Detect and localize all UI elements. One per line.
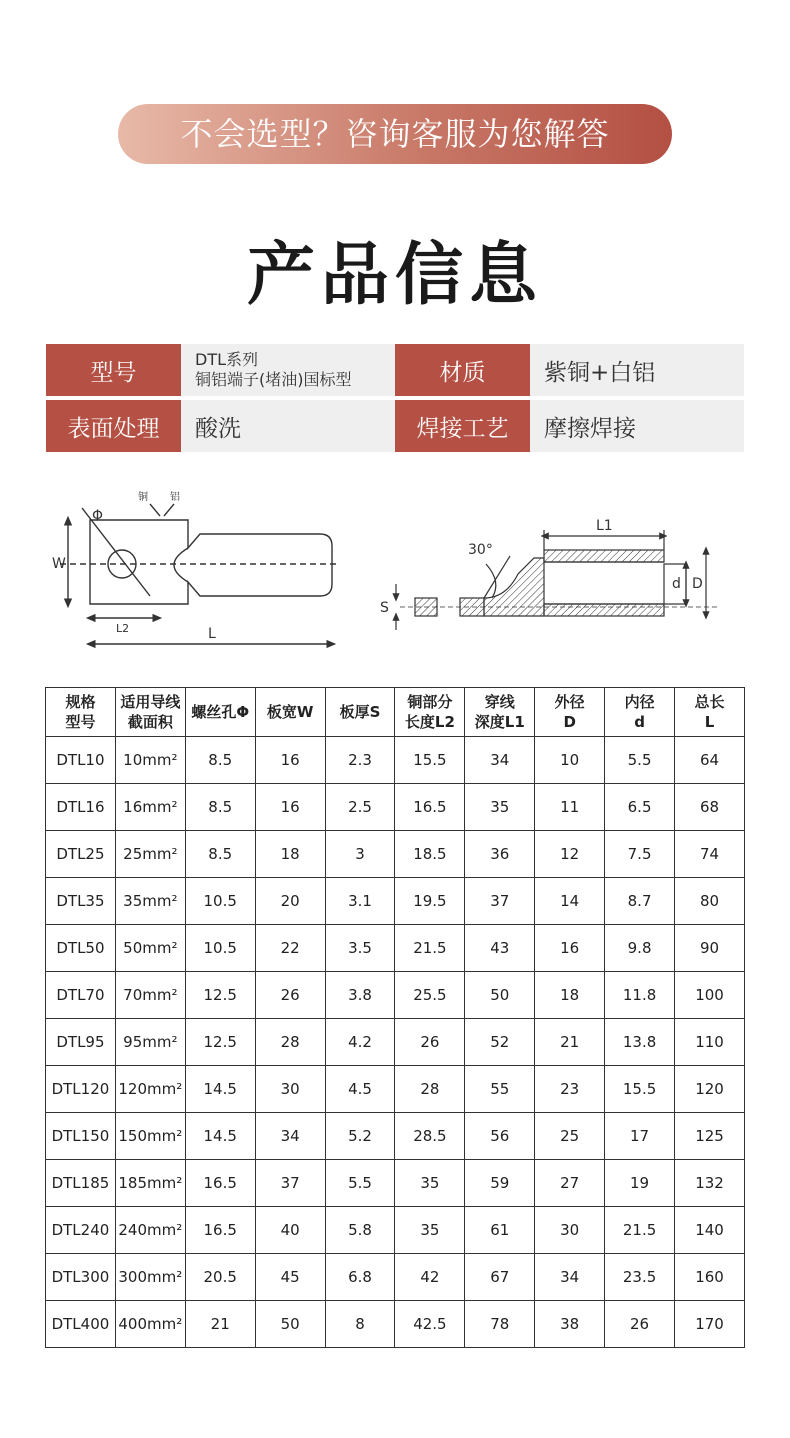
table-cell: DTL10 — [46, 737, 116, 784]
label-angle: 30° — [468, 542, 493, 558]
product-info-grid — [46, 344, 744, 456]
label-phi: Φ — [92, 508, 104, 524]
table-cell: 23 — [535, 1066, 605, 1113]
table-cell: 35 — [395, 1207, 465, 1254]
table-cell: 14.5 — [185, 1066, 255, 1113]
table-cell: 50mm² — [115, 925, 185, 972]
table-cell: 120mm² — [115, 1066, 185, 1113]
label-l: L — [208, 626, 216, 642]
table-cell: 36 — [465, 831, 535, 878]
table-cell: 240mm² — [115, 1207, 185, 1254]
table-cell: 300mm² — [115, 1254, 185, 1301]
table-cell: 80 — [675, 878, 745, 925]
table-cell: 150mm² — [115, 1113, 185, 1160]
table-cell: 13.8 — [605, 1019, 675, 1066]
table-cell: 25.5 — [395, 972, 465, 1019]
table-cell: 23.5 — [605, 1254, 675, 1301]
table-cell: 11.8 — [605, 972, 675, 1019]
info-row — [46, 344, 744, 396]
table-cell: DTL25 — [46, 831, 116, 878]
table-cell: 185mm² — [115, 1160, 185, 1207]
table-cell: 125 — [675, 1113, 745, 1160]
table-cell: 21.5 — [395, 925, 465, 972]
table-row — [46, 878, 745, 925]
table-cell: DTL400 — [46, 1301, 116, 1348]
table-cell: 5.8 — [325, 1207, 395, 1254]
table-cell: 26 — [395, 1019, 465, 1066]
page-title: 产品信息 — [246, 236, 543, 315]
table-cell: 3 — [325, 831, 395, 878]
table-cell: 28 — [395, 1066, 465, 1113]
spec-table-body — [46, 737, 745, 1348]
table-cell: 170 — [675, 1301, 745, 1348]
label-w: W — [52, 556, 66, 572]
table-cell: 2.3 — [325, 737, 395, 784]
table-cell: DTL120 — [46, 1066, 116, 1113]
table-cell: 16mm² — [115, 784, 185, 831]
table-cell: 6.8 — [325, 1254, 395, 1301]
table-cell: 56 — [465, 1113, 535, 1160]
table-cell: 74 — [675, 831, 745, 878]
spec-header-line: d — [634, 713, 645, 731]
table-cell: 27 — [535, 1160, 605, 1207]
label-d-inner: d — [672, 576, 681, 592]
table-cell: 28 — [255, 1019, 325, 1066]
label-l2: L2 — [116, 622, 130, 635]
table-cell: 5.5 — [325, 1160, 395, 1207]
info-label-material: 材质 — [395, 344, 530, 396]
table-cell: 16 — [255, 737, 325, 784]
table-cell: 3.8 — [325, 972, 395, 1019]
table-cell: DTL185 — [46, 1160, 116, 1207]
spec-header-cell — [255, 688, 325, 737]
table-cell: 35 — [395, 1160, 465, 1207]
label-d-outer: D — [692, 576, 703, 592]
label-l1: L1 — [596, 518, 613, 534]
table-cell: 34 — [535, 1254, 605, 1301]
info-label-surface: 表面处理 — [46, 400, 181, 452]
spec-header-line: L — [704, 713, 715, 731]
table-cell: 35 — [465, 784, 535, 831]
table-cell: 3.5 — [325, 925, 395, 972]
consult-banner[interactable]: 不会选型？咨询客服为您解答 — [118, 104, 672, 164]
table-cell: DTL150 — [46, 1113, 116, 1160]
info-value-model — [181, 344, 395, 396]
table-cell: 78 — [465, 1301, 535, 1348]
table-cell: 10.5 — [185, 878, 255, 925]
model-series: DTL系列 — [195, 350, 259, 369]
table-cell: 42 — [395, 1254, 465, 1301]
table-cell: 50 — [255, 1301, 325, 1348]
table-cell: 21.5 — [605, 1207, 675, 1254]
label-s: S — [380, 600, 389, 616]
table-cell: 110 — [675, 1019, 745, 1066]
table-cell: 15.5 — [605, 1066, 675, 1113]
table-cell: 67 — [465, 1254, 535, 1301]
table-cell: 11 — [535, 784, 605, 831]
spec-header-line: 螺丝孔Φ — [191, 703, 250, 721]
table-cell: DTL50 — [46, 925, 116, 972]
table-cell: 30 — [255, 1066, 325, 1113]
table-cell: 16.5 — [185, 1207, 255, 1254]
table-cell: 22 — [255, 925, 325, 972]
spec-header-line: 穿线 — [484, 693, 515, 711]
table-cell: DTL35 — [46, 878, 116, 925]
table-cell: 59 — [465, 1160, 535, 1207]
table-cell: 40 — [255, 1207, 325, 1254]
spec-header-line: D — [563, 713, 576, 731]
table-cell: 64 — [675, 737, 745, 784]
table-cell: 4.5 — [325, 1066, 395, 1113]
spec-header-cell — [115, 688, 185, 737]
table-cell: 5.5 — [605, 737, 675, 784]
table-cell: 34 — [255, 1113, 325, 1160]
info-label-welding: 焊接工艺 — [395, 400, 530, 452]
table-cell: 34 — [465, 737, 535, 784]
table-cell: 12.5 — [185, 1019, 255, 1066]
table-cell: 16 — [535, 925, 605, 972]
table-cell: 43 — [465, 925, 535, 972]
table-cell: 26 — [255, 972, 325, 1019]
table-cell: 18 — [255, 831, 325, 878]
table-cell: 52 — [465, 1019, 535, 1066]
spec-header-line: 板厚S — [339, 703, 381, 721]
spec-header-cell — [535, 688, 605, 737]
table-cell: 6.5 — [605, 784, 675, 831]
info-row — [46, 400, 744, 452]
table-cell: 160 — [675, 1254, 745, 1301]
table-cell: 19.5 — [395, 878, 465, 925]
table-row — [46, 1066, 745, 1113]
table-cell: 10.5 — [185, 925, 255, 972]
table-row — [46, 1113, 745, 1160]
table-cell: 12.5 — [185, 972, 255, 1019]
table-cell: 5.2 — [325, 1113, 395, 1160]
spec-header-cell — [325, 688, 395, 737]
table-cell: 68 — [675, 784, 745, 831]
table-cell: 17 — [605, 1113, 675, 1160]
spec-header-cell — [46, 688, 116, 737]
table-row — [46, 737, 745, 784]
spec-header-cell — [605, 688, 675, 737]
table-cell: 3.1 — [325, 878, 395, 925]
table-row — [46, 1019, 745, 1066]
table-row — [46, 972, 745, 1019]
table-cell: 61 — [465, 1207, 535, 1254]
spec-header-line: 截面积 — [127, 713, 173, 731]
spec-header-cell — [465, 688, 535, 737]
table-cell: 4.2 — [325, 1019, 395, 1066]
table-cell: 25mm² — [115, 831, 185, 878]
table-cell: 8.5 — [185, 831, 255, 878]
info-value-material: 紫铜+白铝 — [530, 344, 744, 396]
table-cell: 400mm² — [115, 1301, 185, 1348]
spec-header-line: 总长 — [694, 693, 725, 711]
info-label-model: 型号 — [46, 344, 181, 396]
table-row — [46, 925, 745, 972]
table-cell: 90 — [675, 925, 745, 972]
table-cell: 132 — [675, 1160, 745, 1207]
table-cell: 120 — [675, 1066, 745, 1113]
table-cell: 21 — [185, 1301, 255, 1348]
table-cell: 2.5 — [325, 784, 395, 831]
table-row — [46, 1160, 745, 1207]
table-cell: 37 — [255, 1160, 325, 1207]
table-cell: 50 — [465, 972, 535, 1019]
table-cell: 18 — [535, 972, 605, 1019]
table-cell: 14 — [535, 878, 605, 925]
table-cell: 18.5 — [395, 831, 465, 878]
spec-header-line: 板宽W — [266, 703, 314, 721]
terminal-dimension-diagram — [40, 486, 730, 656]
table-cell: 100 — [675, 972, 745, 1019]
table-cell: 8.5 — [185, 737, 255, 784]
table-cell: 38 — [535, 1301, 605, 1348]
table-cell: 8.5 — [185, 784, 255, 831]
table-cell: 16 — [255, 784, 325, 831]
table-cell: 20.5 — [185, 1254, 255, 1301]
table-cell: 10 — [535, 737, 605, 784]
table-cell: 140 — [675, 1207, 745, 1254]
table-cell: 70mm² — [115, 972, 185, 1019]
spec-header-line: 规格 — [65, 693, 96, 711]
table-row — [46, 831, 745, 878]
table-cell: DTL300 — [46, 1254, 116, 1301]
table-cell: 21 — [535, 1019, 605, 1066]
spec-header-cell — [395, 688, 465, 737]
table-row — [46, 1301, 745, 1348]
info-value-welding: 摩擦焊接 — [530, 400, 744, 452]
table-cell: 16.5 — [395, 784, 465, 831]
spec-table — [45, 687, 745, 1348]
spec-header-line: 深度L1 — [474, 713, 525, 731]
table-cell: 15.5 — [395, 737, 465, 784]
table-cell: 55 — [465, 1066, 535, 1113]
label-copper: 铜 — [138, 492, 148, 503]
table-row — [46, 1207, 745, 1254]
table-cell: 10mm² — [115, 737, 185, 784]
table-cell: 19 — [605, 1160, 675, 1207]
table-cell: 20 — [255, 878, 325, 925]
spec-header-line: 适用导线 — [120, 693, 181, 711]
label-aluminum: 铝 — [170, 492, 180, 503]
spec-header-line: 铜部分 — [407, 693, 453, 711]
table-cell: 8.7 — [605, 878, 675, 925]
table-cell: 7.5 — [605, 831, 675, 878]
top-view — [60, 504, 340, 644]
spec-header-cell — [185, 688, 255, 737]
spec-header-line: 内径 — [624, 693, 655, 711]
table-cell: DTL95 — [46, 1019, 116, 1066]
table-row — [46, 1254, 745, 1301]
model-type: 铜铝端子(堵油)国标型 — [195, 370, 352, 389]
table-cell: 26 — [605, 1301, 675, 1348]
table-cell: 42.5 — [395, 1301, 465, 1348]
table-cell: 8 — [325, 1301, 395, 1348]
info-value-surface: 酸洗 — [181, 400, 395, 452]
table-row — [46, 784, 745, 831]
spec-header-cell — [675, 688, 745, 737]
table-cell: DTL70 — [46, 972, 116, 1019]
spec-header-line: 外径 — [554, 693, 585, 711]
spec-header-line: 型号 — [65, 713, 96, 731]
table-cell: 95mm² — [115, 1019, 185, 1066]
table-cell: DTL16 — [46, 784, 116, 831]
table-cell: 30 — [535, 1207, 605, 1254]
spec-header-line: 长度L2 — [404, 713, 455, 731]
table-cell: 45 — [255, 1254, 325, 1301]
table-cell: 35mm² — [115, 878, 185, 925]
table-cell: DTL240 — [46, 1207, 116, 1254]
spec-header-row — [46, 688, 745, 737]
table-cell: 16.5 — [185, 1160, 255, 1207]
table-cell: 37 — [465, 878, 535, 925]
table-cell: 12 — [535, 831, 605, 878]
table-cell: 14.5 — [185, 1113, 255, 1160]
table-cell: 28.5 — [395, 1113, 465, 1160]
table-cell: 9.8 — [605, 925, 675, 972]
table-cell: 25 — [535, 1113, 605, 1160]
